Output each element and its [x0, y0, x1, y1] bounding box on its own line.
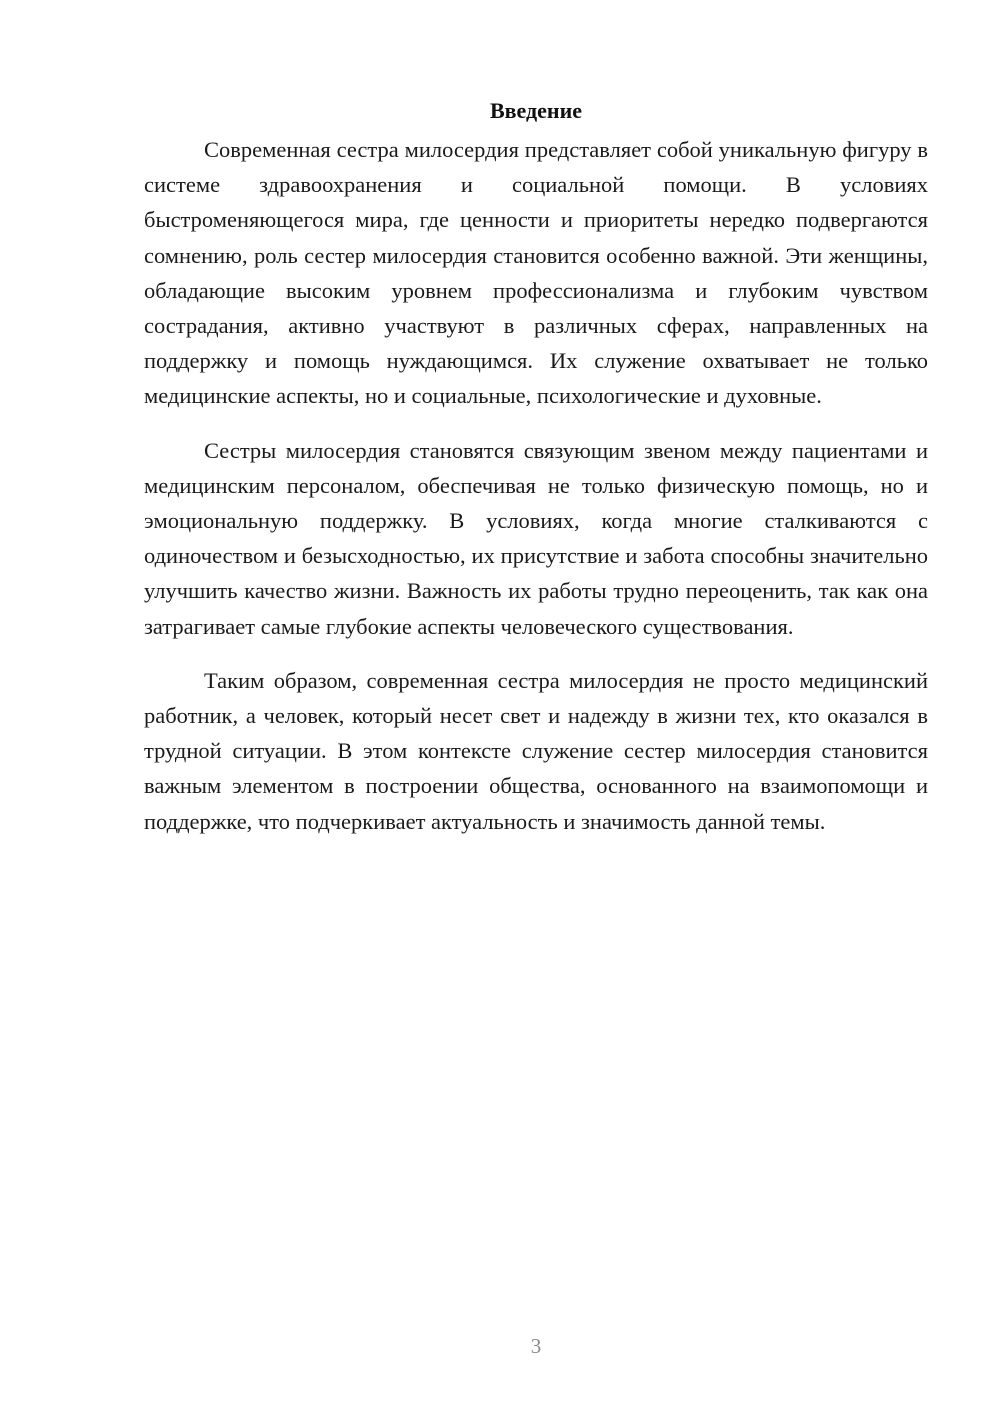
page-number: 3 — [530, 1334, 542, 1358]
paragraph-2: Сестры милосердия становятся связующим звеном между пациентами и медицинским персоналом, обеспечивая не только физическую помощь, но и эмоциональную поддержку. В условиях, когда многие сталкиваются с одиночеством и безысходностью, их присутствие и забота способны значительно улучшить качество жизни. Важность их работы трудно переоценить, так как она затрагивает самые глубокие аспекты человеческого существования. — [144, 437, 928, 639]
paragraph-3: Таким образом, современная сестра милосердия не просто медицинский работник, а человек, который несет свет и надежду в жизни тех, кто оказался в трудной ситуации. В этом контексте служение сестер милосердия становится важным элементом в построении общества, основанного на взаимопомощи и поддержке, что подчеркивает актуальность и значимость данной темы. — [144, 667, 928, 834]
section-heading: Введение — [489, 98, 583, 123]
paragraph-1: Современная сестра милосердия представляет собой уникальную фигуру в системе здравоохранения и социальной помощи. В условиях быстроменяющегося мира, где ценности и приоритеты нередко подвергаются сомнению, роль сестер милосердия становится особенно важной. Эти женщины, обладающие высоким уровнем профессионализма и глубоким чувством сострадания, активно участвуют в различных сферах, направленных на поддержку и помощь нуждающимся. Их служение охватывает не только медицинские аспекты, но и социальные, психологические и духовные. — [144, 137, 928, 409]
page-content — [144, 96, 928, 858]
